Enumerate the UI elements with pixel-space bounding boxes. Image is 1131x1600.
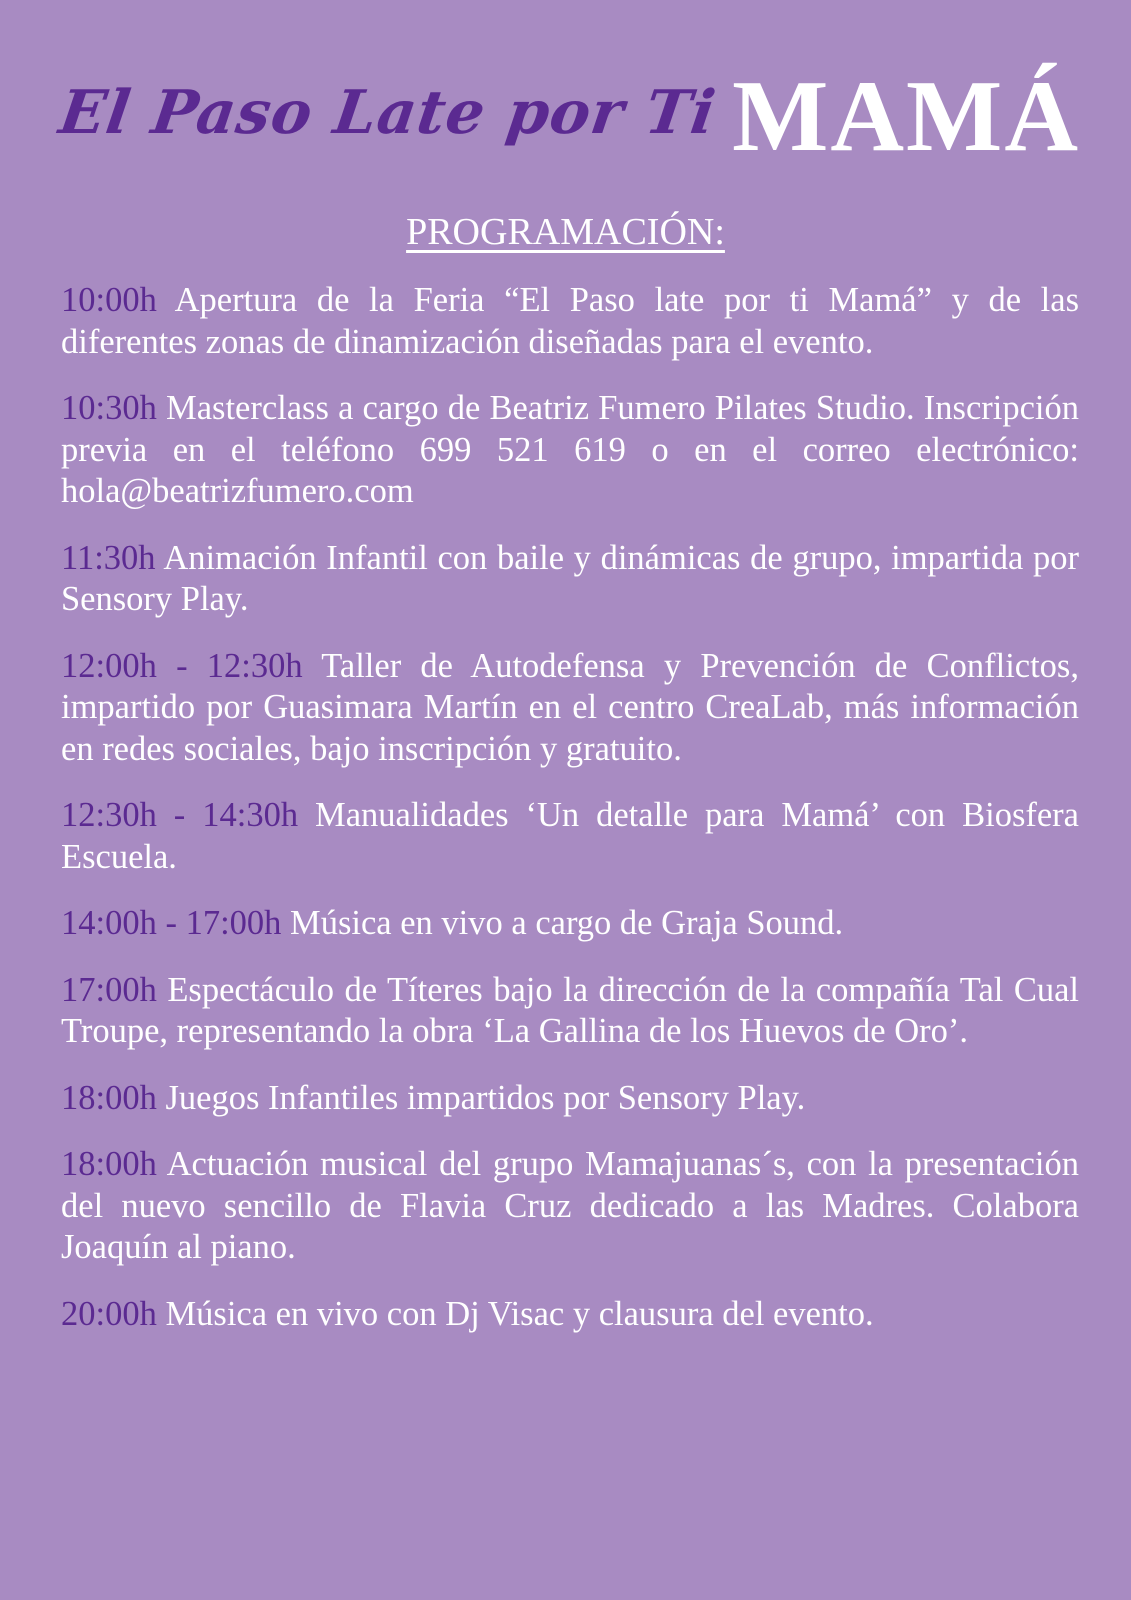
event-time: 10:00h xyxy=(61,281,157,319)
event-item xyxy=(61,970,1079,1053)
event-time: 12:00h - 12:30h xyxy=(61,646,303,685)
event-item xyxy=(61,646,1079,771)
event-item xyxy=(61,388,1079,513)
event-description: Manualidades ‘Un detalle para Mamá’ con Biosfera Escuela. xyxy=(61,796,1079,876)
event-description: Música en vivo a cargo de Graja Sound. xyxy=(290,904,844,942)
event-item xyxy=(61,538,1079,621)
event-item xyxy=(61,1144,1079,1269)
event-description: Taller de Autodefensa y Prevención de Conflictos, impartido por Guasimara Martín en el centro CreaLab, más información en redes sociales, bajo inscripción y gratuito. xyxy=(61,646,1079,768)
event-description: Animación Infantil con baile y dinámicas de grupo, impartida por Sensory Play. xyxy=(61,538,1079,618)
event-item xyxy=(61,280,1079,363)
flyer-header xyxy=(55,58,1080,178)
event-time: 11:30h xyxy=(61,538,156,577)
event-item xyxy=(61,795,1079,878)
event-list xyxy=(61,280,1079,1360)
event-item xyxy=(61,1078,1079,1120)
event-time: 18:00h xyxy=(61,1078,157,1117)
event-item xyxy=(61,1294,1079,1336)
event-item xyxy=(61,903,1079,945)
event-time: 14:00h - 17:00h xyxy=(61,904,282,942)
event-description: Música en vivo con Dj Visac y clausura del evento. xyxy=(165,1294,874,1333)
event-description: Masterclass a cargo de Beatriz Fumero Pilates Studio. Inscripción previa en el teléfono 699 521 619 o en el correo electrónico: hola@beatrizfumero.com xyxy=(61,389,1080,510)
event-time: 12:30h - 14:30h xyxy=(61,796,299,834)
mama-title: MAMÁ xyxy=(732,60,1080,173)
event-time: 20:00h xyxy=(61,1294,157,1333)
event-description: Actuación musical del grupo Mamajuanas´s, con la presentación del nuevo sencillo de Flavia Cruz dedicado a las Madres. Colabora Joaquín al piano. xyxy=(61,1145,1079,1266)
event-time: 17:00h xyxy=(61,970,157,1009)
event-description: Juegos Infantiles impartidos por Sensory Play. xyxy=(165,1078,806,1117)
program-heading: PROGRAMACIÓN: xyxy=(406,211,725,253)
script-title: El Paso Late por Ti xyxy=(55,78,721,148)
event-time: 18:00h xyxy=(61,1145,157,1183)
event-time: 10:30h xyxy=(61,389,157,427)
event-description: Apertura de la Feria “El Paso late por ti Mamá” y de las diferentes zonas de dinamización diseñadas para el evento. xyxy=(61,281,1079,361)
event-description: Espectáculo de Títeres bajo la dirección de la compañía Tal Cual Troupe, representando la obra ‘La Gallina de los Huevos de Oro’. xyxy=(61,970,1079,1050)
